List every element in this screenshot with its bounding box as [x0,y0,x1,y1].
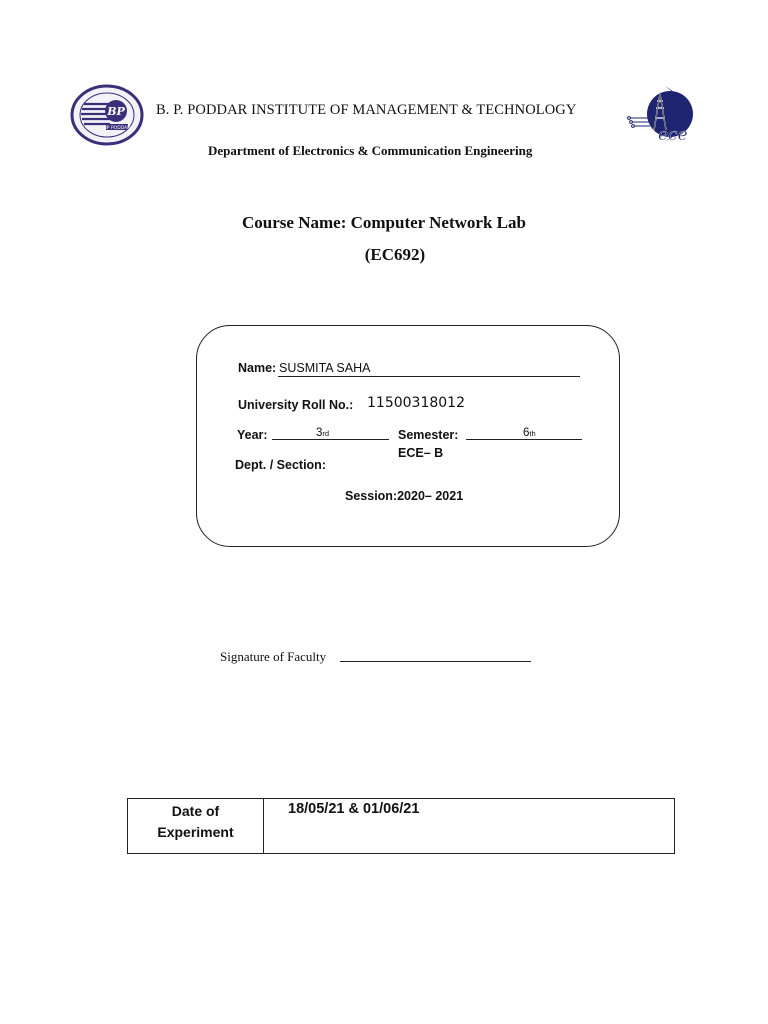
date-label-line2: Experiment [157,824,234,840]
faculty-signature-line [340,661,531,662]
date-of-experiment-value: 18/05/21 & 01/06/21 [288,801,420,817]
svg-text:BP: BP [107,105,125,118]
institute-name: B. P. PODDAR INSTITUTE OF MANAGEMENT & TECHNOLOGY [156,102,577,118]
date-label-line1: Date of [171,803,220,819]
year-label: Year: [237,428,268,442]
name-value: SUSMITA SAHA [279,361,371,375]
semester-suffix: th [529,429,536,438]
semester-number: 6 [523,427,530,439]
course-name: Course Name: Computer Network Lab [242,213,526,232]
roll-number-value: 11500318012 [367,395,465,411]
date-label-cell [128,799,264,854]
svg-text:BP PODDAR: BP PODDAR [103,126,131,131]
semester-underline [466,439,582,440]
department-name: Department of Electronics & Communication Engineering [208,143,533,158]
semester-value [523,427,536,439]
course-code: (EC692) [364,245,426,264]
ece-logo [624,84,696,148]
year-number: 3 [316,427,323,439]
date-of-experiment-label [128,799,263,843]
date-value-cell [264,799,675,854]
bp-poddar-logo [70,84,144,146]
session-text: Session:2020– 2021 [345,489,464,503]
experiment-date-table [127,798,675,854]
svg-text:ece: ece [658,125,688,145]
faculty-signature-label: Signature of Faculty [220,649,327,664]
dept-section-label: Dept. / Section: [235,458,326,472]
year-value [316,427,329,439]
name-label: Name: [238,361,277,375]
table-row [128,799,675,854]
section-value: ECE– B [398,446,444,460]
semester-label: Semester: [398,428,459,442]
year-underline [272,439,389,440]
name-underline [278,376,580,377]
roll-number-label: University Roll No.: [238,398,354,412]
year-suffix: rd [322,429,330,438]
